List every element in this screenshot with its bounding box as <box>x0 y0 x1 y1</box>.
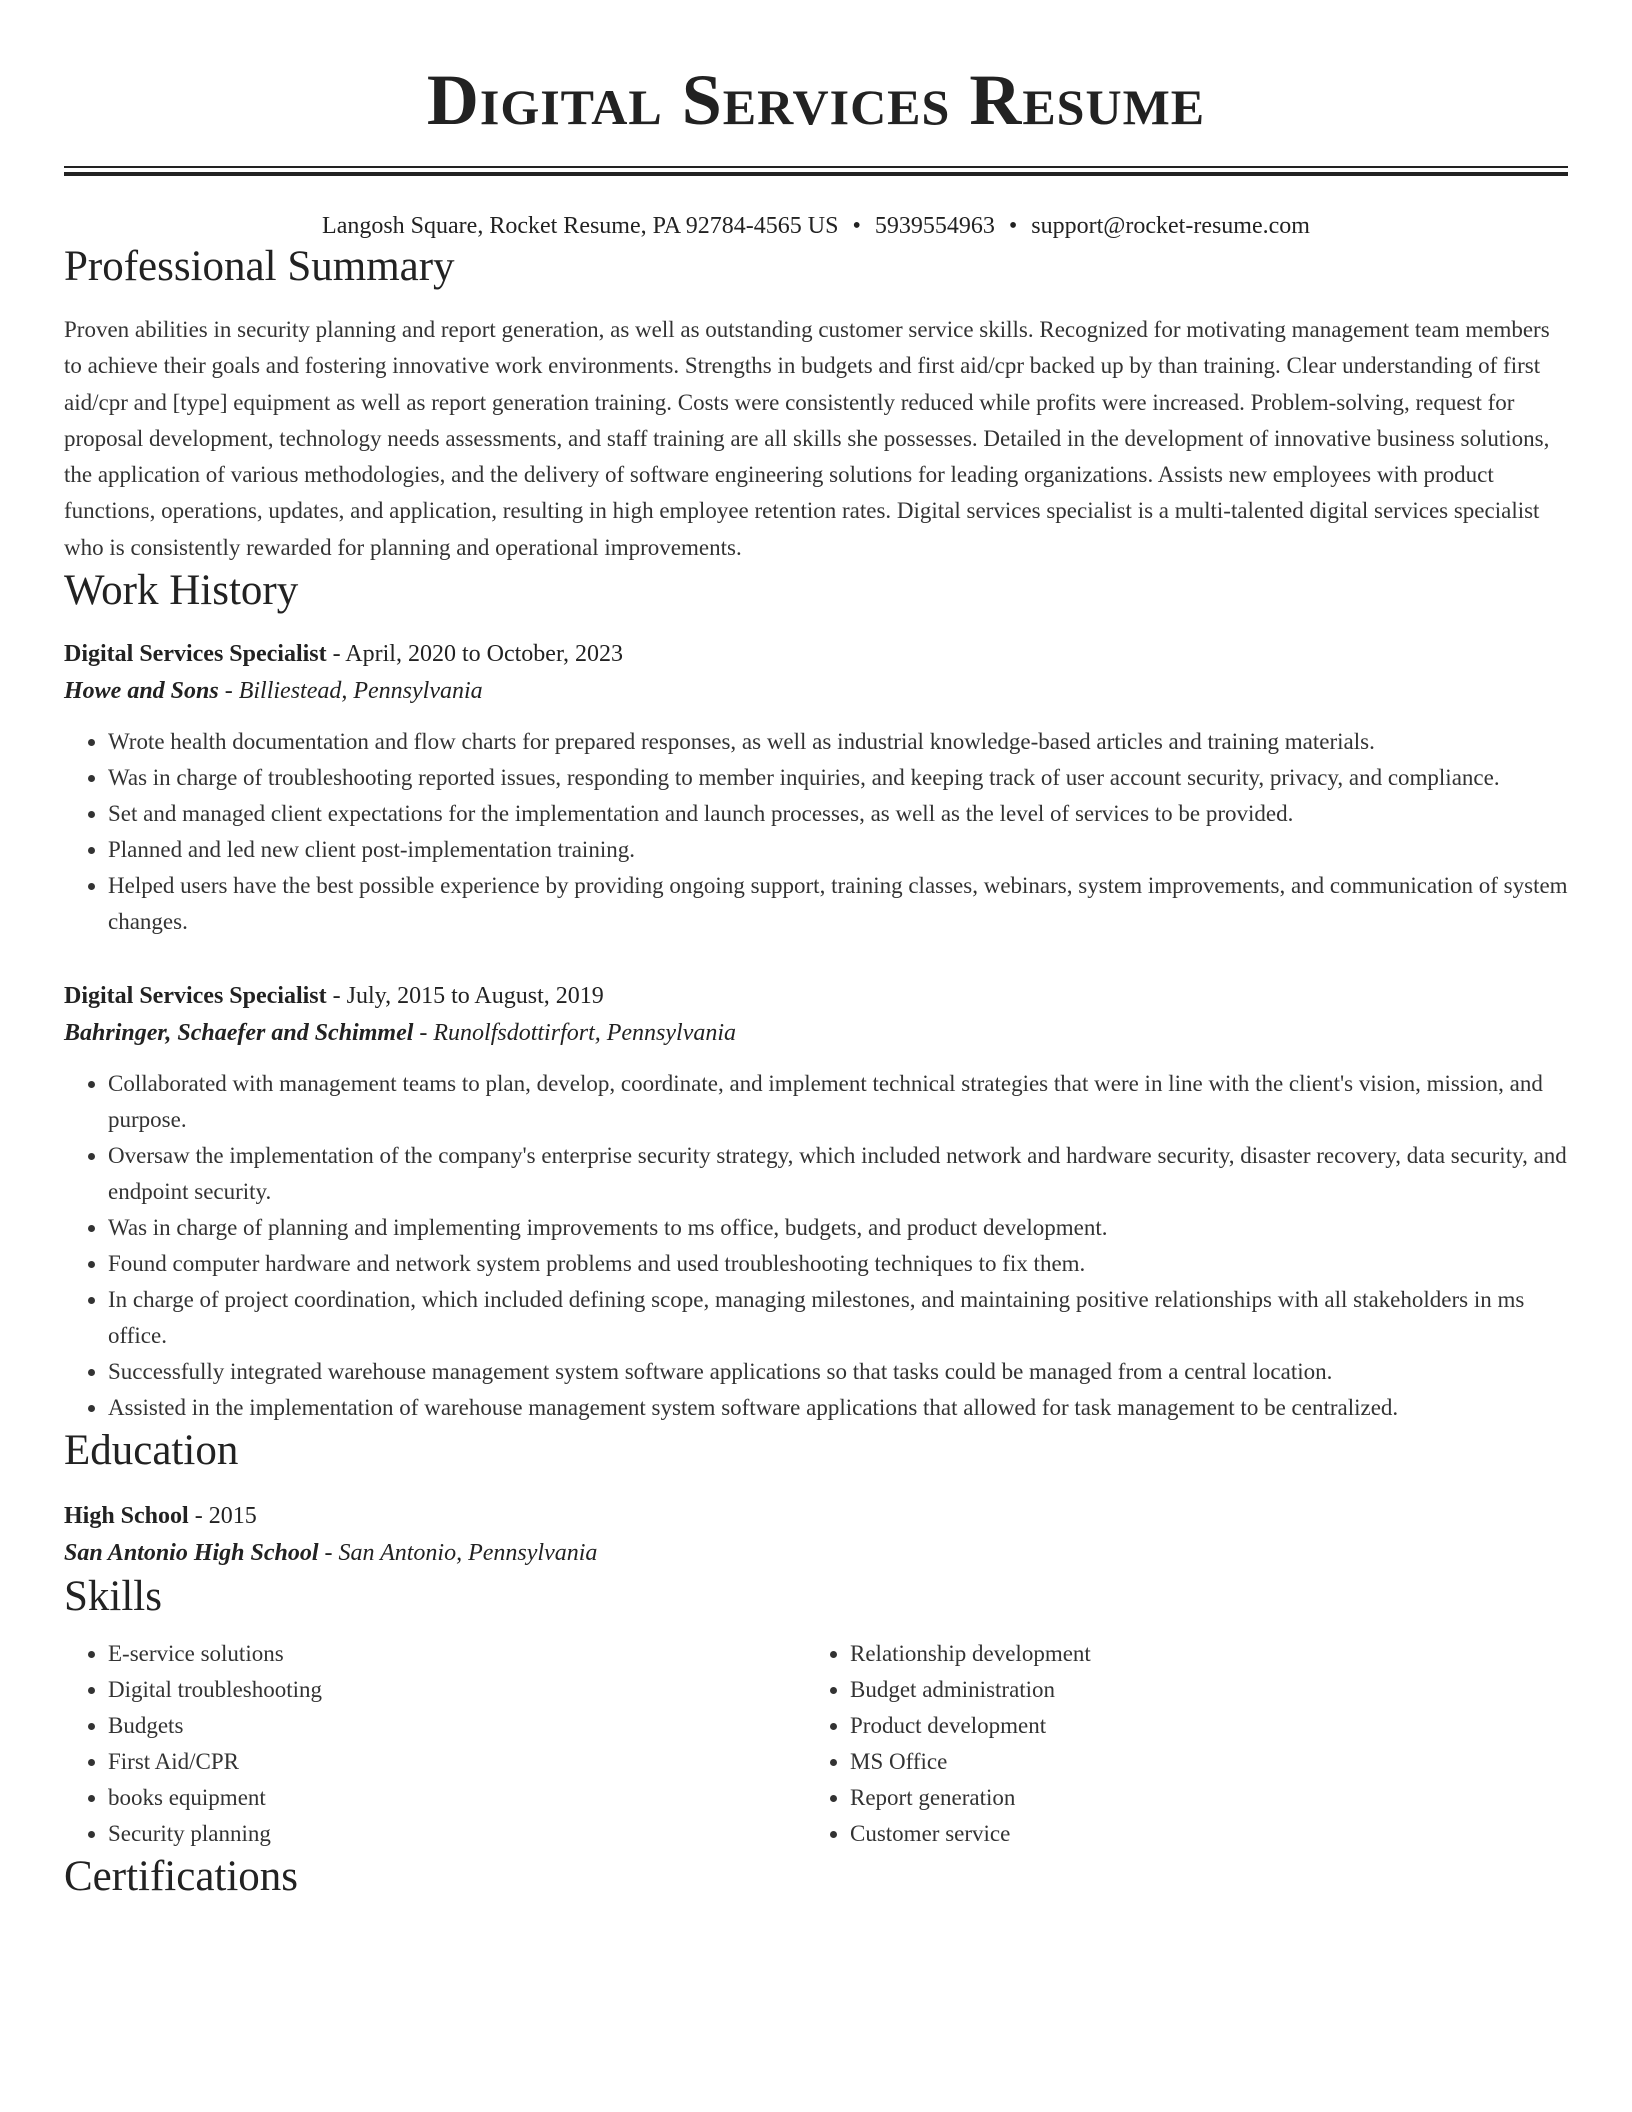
education-school: San Antonio High School <box>64 1540 319 1567</box>
skill-item: • First Aid/CPR <box>108 1744 806 1780</box>
duty-item: • Assisted in the implementation of warehouse management system software applications that allowed for task management to be centralized. <box>108 1390 1568 1426</box>
education-entry <box>64 1498 1568 1572</box>
contact-phone: 5939554963 <box>874 213 995 239</box>
education-location: - San Antonio, Pennsylvania <box>318 1540 598 1567</box>
skill-item: • Relationship development <box>850 1636 1548 1672</box>
education-degree: High School <box>64 1503 189 1530</box>
certifications-heading: Certifications <box>64 1853 299 1901</box>
duty-item: • Found computer hardware and network system problems and used troubleshooting techniques to fix them. <box>108 1246 1568 1282</box>
duty-item: • Successfully integrated warehouse management system software applications so that tasks could be managed from a central location. <box>108 1354 1568 1390</box>
education-year: - 2015 <box>188 1503 257 1530</box>
duty-item: • Was in charge of planning and implementing improvements to ms office, budgets, and product development. <box>108 1210 1568 1246</box>
skill-item: • Budgets <box>108 1708 806 1744</box>
job-company: Bahringer, Schaefer and Schimmel <box>64 1020 414 1047</box>
duty-item: • Wrote health documentation and flow charts for prepared responses, as well as industrial knowledge-based articles and training materials. <box>108 724 1568 760</box>
contact-email: support@rocket-resume.com <box>1031 213 1310 239</box>
job-duties-list <box>64 1066 1568 1426</box>
skill-item: • Budget administration <box>850 1672 1548 1708</box>
skill-item: • MS Office <box>850 1744 1548 1780</box>
skill-item: • Customer service <box>850 1816 1548 1852</box>
job-role: Digital Services Specialist <box>64 983 327 1010</box>
education-school-line <box>64 1534 1568 1572</box>
duty-item: • Was in charge of troubleshooting reported issues, responding to member inquiries, and keeping track of user account security, privacy, and compliance. <box>108 760 1568 796</box>
skill-item: • Product development <box>850 1708 1548 1744</box>
resume-title: Digital Services Resume <box>426 60 1206 140</box>
skills-grid <box>64 1636 1568 1852</box>
job-company: Howe and Sons <box>64 678 219 705</box>
job-location: - Runolfsdottirfort, Pennsylvania <box>413 1020 737 1047</box>
job-location: - Billiestead, Pennsylvania <box>218 678 483 705</box>
duty-item: • Planned and led new client post-implementation training. <box>108 832 1568 868</box>
duty-item: • Oversaw the implementation of the company's enterprise security strategy, which included network and hardware security, disaster recovery, data security, and endpoint security. <box>108 1138 1568 1210</box>
contact-separator: • <box>852 213 861 239</box>
contact-line <box>64 210 1568 242</box>
job-entry <box>64 636 1568 940</box>
job-dates: - April, 2020 to October, 2023 <box>326 641 623 668</box>
job-title-line <box>64 636 1568 672</box>
title-double-rule <box>64 166 1568 176</box>
skill-item: • Report generation <box>850 1780 1548 1816</box>
duty-item: • Set and managed client expectations for the implementation and launch processes, as well as the level of services to be provided. <box>108 796 1568 832</box>
work-history-heading: Work History <box>64 567 299 615</box>
skills-heading: Skills <box>64 1573 162 1621</box>
duty-item: • Helped users have the best possible experience by providing ongoing support, training classes, webinars, system improvements, and communication of system changes. <box>108 868 1568 940</box>
job-dates: - July, 2015 to August, 2019 <box>326 983 604 1010</box>
skill-item: • Digital troubleshooting <box>108 1672 806 1708</box>
contact-separator: • <box>1008 213 1018 239</box>
skill-item: • E-service solutions <box>108 1636 806 1672</box>
education-heading: Education <box>64 1427 239 1475</box>
skill-item: • books equipment <box>108 1780 806 1816</box>
skill-item: • Security planning <box>108 1816 806 1852</box>
education-degree-line <box>64 1498 1568 1534</box>
contact-address: Langosh Square, Rocket Resume, PA 92784-4565 US <box>322 213 839 239</box>
duty-item: • In charge of project coordination, which included defining scope, managing milestones, and maintaining positive relationships with all stakeholders in ms office. <box>108 1282 1568 1354</box>
job-title-line <box>64 978 1568 1014</box>
job-duties-list <box>64 724 1568 940</box>
job-entry <box>64 978 1568 1426</box>
summary-heading: Professional Summary <box>64 243 455 290</box>
skills-list-right <box>806 1636 1548 1852</box>
job-role: Digital Services Specialist <box>64 641 327 668</box>
duty-item: • Collaborated with management teams to plan, develop, coordinate, and implement technical strategies that were in line with the client's vision, mission, and purpose. <box>108 1066 1568 1138</box>
skills-list-left <box>64 1636 806 1852</box>
company-line <box>64 672 1568 710</box>
summary-text: Proven abilities in security planning and report generation, as well as outstanding customer service skills. Recognized for motivating management team members to achieve their goals and fostering innovative work environments. Strengths in budgets and first aid/cpr backed up by than training. Clear understanding of first aid/cpr and [type] equipment as well as report generation training. Costs were consistently reduced while profits were increased. Problem-solving, request for proposal development, technology needs assessments, and staff training are all skills she possesses. Detailed in the development of innovative business solutions, the application of various methodologies, and the delivery of software engineering solutions for leading organizations. Assists new employees with product functions, operations, updates, and application, resulting in high employee retention rates. Digital services specialist is a multi-talented digital services specialist who is consistently rewarded for planning and operational improvements. <box>64 317 1550 560</box>
resume-page <box>64 0 1568 1902</box>
company-line <box>64 1014 1568 1052</box>
